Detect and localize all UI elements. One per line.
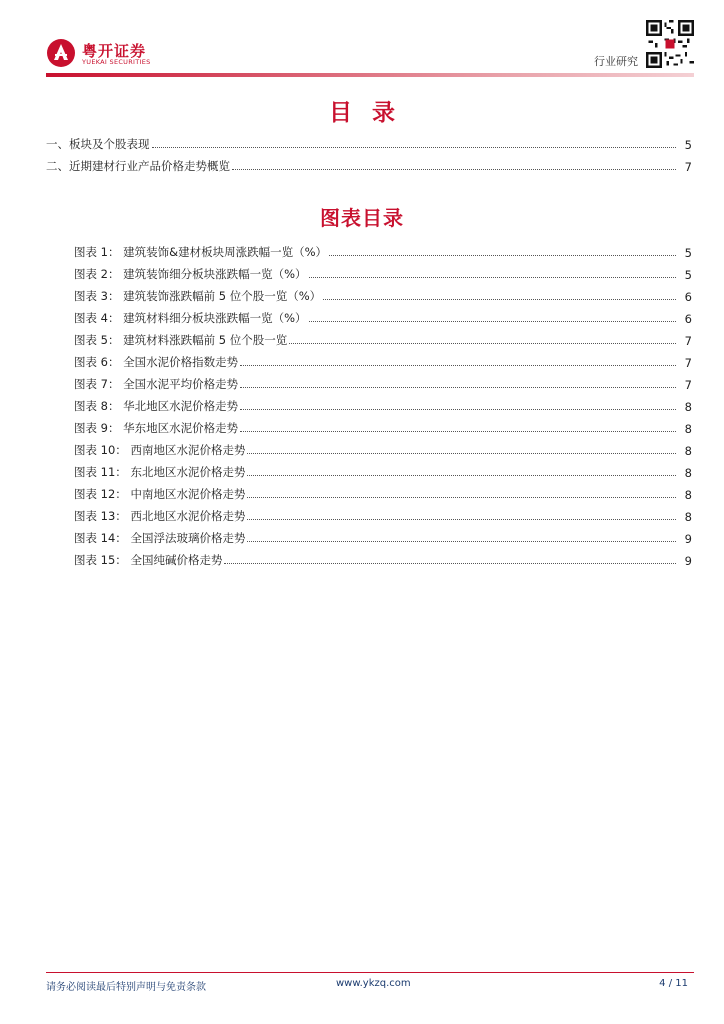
toc-entry-page: 7	[684, 356, 692, 370]
toc-entry-page: 9	[684, 532, 692, 546]
toc-entry-label: 图表 9： 华东地区水泥价格走势	[74, 421, 239, 435]
header-divider	[46, 73, 694, 77]
toc-entry-page: 8	[684, 444, 692, 458]
chart-toc-entry[interactable]	[74, 480, 692, 502]
footer-website[interactable]: www.ykzq.com	[336, 978, 411, 989]
toc-entry-label: 图表 2： 建筑装饰细分板块涨跌幅一览（%）	[74, 267, 307, 281]
chart-toc-entry[interactable]	[74, 392, 692, 414]
toc-entry-label: 图表 5： 建筑材料涨跌幅前 5 位个股一览	[74, 333, 288, 347]
toc-entry-label: 一、板块及个股表现	[46, 137, 150, 151]
yuekai-logo-icon	[46, 38, 76, 68]
toc-list	[46, 130, 692, 174]
page-header	[0, 0, 724, 80]
company-name-cn: 粤开证券	[82, 42, 147, 60]
toc-entry-page: 9	[684, 554, 692, 568]
dot-leader	[240, 386, 676, 388]
dot-leader	[247, 496, 676, 498]
dot-leader	[247, 452, 676, 454]
toc-entry-label: 图表 12： 中南地区水泥价格走势	[74, 487, 246, 501]
dot-leader	[232, 168, 676, 170]
toc-entry-page: 7	[684, 334, 692, 348]
chart-toc-entry[interactable]	[74, 260, 692, 282]
toc-entry-label: 图表 8： 华北地区水泥价格走势	[74, 399, 239, 413]
toc-entry-label: 图表 3： 建筑装饰涨跌幅前 5 位个股一览（%）	[74, 289, 322, 303]
company-logo	[46, 38, 156, 72]
toc-entry-page: 8	[684, 488, 692, 502]
dot-leader	[152, 146, 677, 148]
toc-entry-page: 8	[684, 466, 692, 480]
toc-entry-label: 二、近期建材行业产品价格走势概览	[46, 159, 230, 173]
chart-toc-entry[interactable]	[74, 326, 692, 348]
company-name-en: YUEKAI SECURITIES	[82, 58, 151, 66]
chart-toc-entry[interactable]	[74, 238, 692, 260]
page-number: 4 / 11	[659, 978, 688, 989]
dot-leader	[309, 320, 676, 322]
toc-entry-label: 图表 11： 东北地区水泥价格走势	[74, 465, 246, 479]
chart-toc-entry[interactable]	[74, 502, 692, 524]
toc-entry-page: 8	[684, 400, 692, 414]
chart-toc-entry[interactable]	[74, 348, 692, 370]
chart-toc-entry[interactable]	[74, 458, 692, 480]
dot-leader	[329, 254, 676, 256]
toc-entry-page: 8	[684, 510, 692, 524]
footer-divider	[46, 972, 694, 973]
chart-toc-entry[interactable]	[74, 524, 692, 546]
toc-entry-label: 图表 6： 全国水泥价格指数走势	[74, 355, 239, 369]
toc-entry-label: 图表 4： 建筑材料细分板块涨跌幅一览（%）	[74, 311, 307, 325]
toc-title: 目录	[329, 100, 415, 126]
toc-entry-label: 图表 7： 全国水泥平均价格走势	[74, 377, 239, 391]
dot-leader	[309, 276, 676, 278]
toc-entry-page: 7	[684, 160, 692, 174]
chart-toc-entry[interactable]	[74, 370, 692, 392]
dot-leader	[240, 408, 676, 410]
dot-leader	[247, 474, 676, 476]
dot-leader	[224, 562, 676, 564]
dot-leader	[247, 518, 676, 520]
toc-entry-page: 7	[684, 378, 692, 392]
chart-toc-list	[74, 238, 692, 568]
toc-entry-page: 8	[684, 422, 692, 436]
footer-disclaimer: 请务必阅读最后特别声明与免责条款	[46, 982, 206, 993]
toc-entry-page: 5	[684, 268, 692, 282]
toc-entry-label: 图表 13： 西北地区水泥价格走势	[74, 509, 246, 523]
toc-entry-page: 6	[684, 290, 692, 304]
toc-entry-label: 图表 15： 全国纯碱价格走势	[74, 553, 223, 567]
section-tag: 行业研究	[594, 55, 638, 68]
chart-toc-entry[interactable]	[74, 282, 692, 304]
toc-entry-page: 6	[684, 312, 692, 326]
chart-toc-entry[interactable]	[74, 546, 692, 568]
toc-entry[interactable]	[46, 152, 692, 174]
toc-entry-label: 图表 1： 建筑装饰&建材板块周涨跌幅一览（%）	[74, 245, 328, 259]
toc-entry-label: 图表 14： 全国浮法玻璃价格走势	[74, 531, 246, 545]
toc-entry-page: 5	[684, 246, 692, 260]
dot-leader	[323, 298, 676, 300]
toc-entry[interactable]	[46, 130, 692, 152]
toc-entry-label: 图表 10： 西南地区水泥价格走势	[74, 443, 246, 457]
chart-toc-entry[interactable]	[74, 414, 692, 436]
chart-toc-title: 图表目录	[320, 206, 404, 230]
dot-leader	[289, 342, 676, 344]
dot-leader	[240, 364, 676, 366]
toc-entry-page: 5	[684, 138, 692, 152]
chart-toc-entry[interactable]	[74, 436, 692, 458]
qr-code-icon	[646, 20, 694, 68]
chart-toc-entry[interactable]	[74, 304, 692, 326]
dot-leader	[240, 430, 676, 432]
dot-leader	[247, 540, 676, 542]
